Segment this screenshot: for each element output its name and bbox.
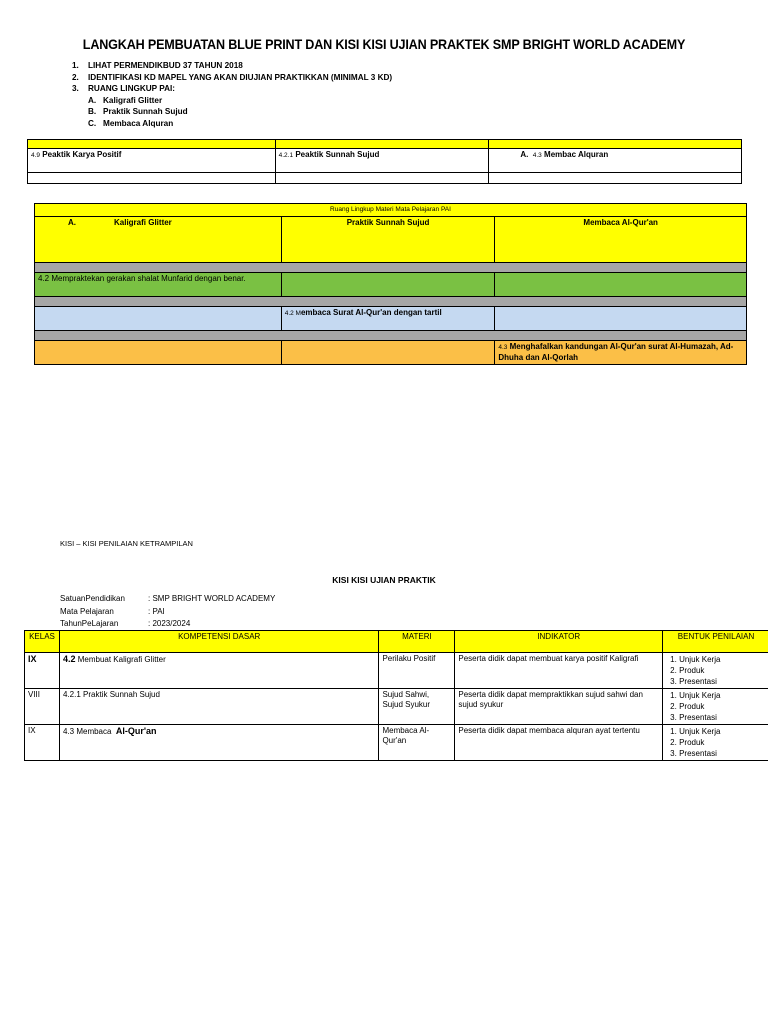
kd-cell: 4.9 Peaktik Karya Positif	[28, 149, 276, 173]
meta-row: Mata Pelajaran : PAI	[60, 606, 165, 616]
yellow-header-cell	[489, 140, 742, 149]
green-row-cell: 4.2 Mempraktekan gerakan shalat Munfarid dengan benar.	[35, 273, 282, 297]
intro-subitem: C. Membaca Alquran	[88, 118, 174, 128]
cell-materi: Membaca Al-Qur'an	[379, 725, 455, 761]
grey-divider	[35, 331, 747, 341]
orange-row-cell	[35, 341, 282, 365]
empty-cell	[28, 173, 276, 184]
cell-indikator: Peserta didik dapat mempraktikkan sujud sahwi dan sujud syukur	[455, 689, 663, 725]
cell-bentuk: 1. Unjuk Kerja 2. Produk 3. Presentasi	[663, 653, 768, 689]
cell-materi: Perilaku Positif	[379, 653, 455, 689]
kisi-title: KISI KISI UJIAN PRAKTIK	[332, 575, 436, 585]
document-title: LANGKAH PEMBUATAN BLUE PRINT DAN KISI KISI UJIAN PRAKTEK SMP BRIGHT WORLD ACADEMY	[82, 36, 686, 52]
kd-cell: 4.2.1 Peaktik Sunnah Sujud	[275, 149, 489, 173]
header-kd: KOMPETENSI DASAR	[59, 631, 378, 653]
meta-row: SatuanPendidikan : SMP BRIGHT WORLD ACADEMY	[60, 594, 276, 603]
cell-kd: 4.3 Membaca Al-Qur'an	[59, 725, 378, 761]
kd-cell: A. 4.3 Membac Alquran	[489, 149, 742, 173]
intro-item: 2. IDENTIFIKASI KD MAPEL YANG AKAN DIUJIAN PRAKTIKKAN (MINIMAL 3 KD)	[72, 72, 393, 82]
grey-divider	[35, 297, 747, 307]
scope-caption: Ruang Lingkup Materi Mata Pelajaran PAI	[35, 204, 747, 217]
intro-item: 1. LIHAT PERMENDIKBUD 37 TAHUN 2018	[72, 61, 243, 70]
green-row-cell	[281, 273, 495, 297]
blue-row-cell: 4.2 Membaca Surat Al-Qur'an dengan tartil	[281, 307, 495, 331]
kisi-label: KISI – KISI PENILAIAN KETRAMPILAN	[60, 539, 193, 548]
intro-subitem: B. Praktik Sunnah Sujud	[88, 107, 188, 116]
green-row-cell	[495, 273, 747, 297]
meta-row: TahunPeLajaran : 2023/2024	[60, 619, 191, 628]
empty-cell	[489, 173, 742, 184]
header-materi: MATERI	[379, 631, 455, 653]
scope-header: Praktik Sunnah Sujud	[281, 217, 495, 263]
intro-item: 3. RUANG LINGKUP PAI:	[72, 84, 176, 93]
cell-kd: 4.2 Membuat Kaligrafi Glitter	[59, 653, 378, 689]
orange-row-cell	[281, 341, 495, 365]
table-row	[25, 725, 768, 761]
header-kelas: KELAS	[25, 631, 60, 653]
cell-indikator: Peserta didik dapat membaca alquran ayat tertentu	[455, 725, 663, 761]
cell-bentuk: 1. Unjuk Kerja 2. Produk 3. Presentasi	[663, 689, 768, 725]
intro-subitem: A. Kaligrafi Glitter	[88, 95, 163, 105]
empty-cell	[275, 173, 489, 184]
scope-header: A. Kaligrafi Glitter	[35, 217, 282, 263]
yellow-header-cell	[28, 140, 276, 149]
cell-kelas: IX	[25, 725, 60, 761]
kd-summary-table	[27, 139, 742, 184]
cell-indikator: Peserta didik dapat membuat karya positif Kaligrafi	[455, 653, 663, 689]
orange-row-cell: 4.3 Menghafalkan kandungan Al-Qur'an surat Al-Humazah, Ad-Dhuha dan Al-Qorlah	[495, 341, 747, 365]
table-row	[25, 689, 768, 725]
yellow-header-cell	[275, 140, 489, 149]
scope-table	[34, 203, 747, 365]
cell-kelas: IX	[25, 653, 60, 689]
intro-list	[72, 60, 392, 129]
cell-materi: Sujud Sahwi, Sujud Syukur	[379, 689, 455, 725]
scope-header: Membaca Al-Qur'an	[495, 217, 747, 263]
grey-divider	[35, 263, 747, 273]
meta-info	[60, 593, 275, 631]
cell-bentuk: 1. Unjuk Kerja 2. Produk 3. Presentasi	[663, 725, 768, 761]
cell-kelas: VIII	[25, 689, 60, 725]
header-bentuk: BENTUK PENILAIAN	[663, 631, 768, 653]
table-row	[25, 653, 768, 689]
kisi-table	[24, 630, 768, 761]
blue-row-cell	[495, 307, 747, 331]
header-indikator: INDIKATOR	[455, 631, 663, 653]
blue-row-cell	[35, 307, 282, 331]
cell-kd: 4.2.1 Praktik Sunnah Sujud	[59, 689, 378, 725]
